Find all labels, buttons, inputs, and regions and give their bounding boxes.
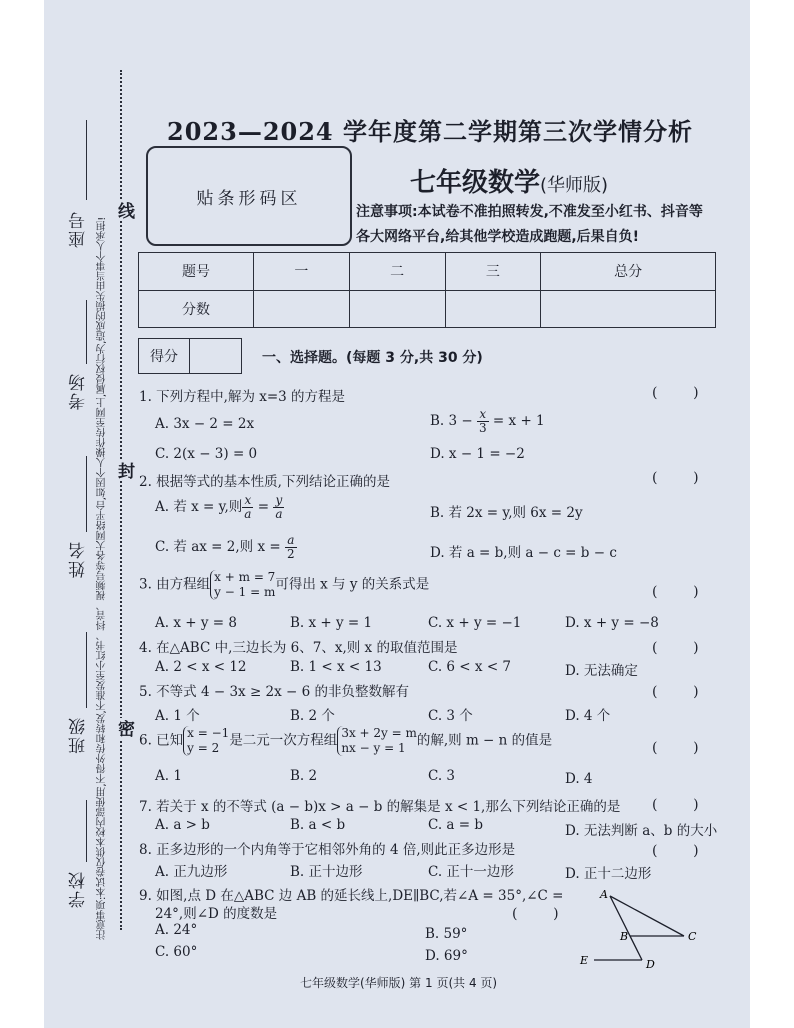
q6-option-b: B. 2: [290, 768, 318, 784]
score-table-header-row: [139, 253, 716, 291]
q2-a-fraction-1: [242, 494, 253, 521]
edition-label: (华师版): [540, 175, 609, 196]
q1-option-c: C. 2(x − 3) = 0: [155, 446, 258, 462]
q6-stem-text-end: 的解,则 m − n 的值是: [416, 732, 553, 749]
q1-b-text: B. 3 −: [430, 413, 477, 429]
page-footer: 七年级数学(华师版) 第 1 页(共 4 页): [300, 976, 498, 990]
answer-bracket[interactable]: ( ): [512, 906, 559, 922]
q6-system-eq2: nx − y = 1: [341, 741, 406, 755]
q2-c-numerator: a: [285, 534, 297, 548]
q9-option-d: D. 69°: [425, 948, 468, 964]
q4-option-c: C. 6 < x < 7: [428, 659, 512, 675]
point-label-c: C: [688, 930, 697, 943]
question-6-stem: [139, 726, 552, 756]
label-exam-room: 考场: [69, 372, 89, 410]
question-9-stem-line1: 9. 如图,点 D 在△ABC 边 AB 的延长线上,DE∥BC,若∠A = 35°,∠C =: [139, 888, 564, 904]
score-table-cell: 三: [445, 253, 541, 291]
question-5-stem: 5. 不等式 4 − 3x ≥ 2x − 6 的非负整数解有: [139, 684, 410, 700]
subject-name: 七年级数学: [410, 168, 541, 198]
q6-option-c: C. 3: [428, 768, 456, 784]
score-input-cell[interactable]: [349, 290, 445, 328]
answer-bracket[interactable]: ( ): [652, 584, 699, 600]
question-7-stem: 7. 若关于 x 的不等式 (a − b)x > a − b 的解集是 x < 1,那么下列结论正确的是: [139, 799, 621, 815]
q2-option-b: B. 若 2x = y,则 6x = 2y: [430, 505, 583, 521]
warning-notice: 注意事项:本试卷不准拍照转发,不准发至小红书、抖音等各大网络平台,给其他学校造成跑题,后果自负!: [356, 204, 703, 245]
q2-a-numerator-1: x: [242, 494, 253, 508]
label-name: 姓名: [69, 540, 89, 578]
score-table: [138, 252, 716, 328]
q3-system-eq2: y − 1 = m: [214, 585, 276, 599]
q1-option-d: D. x − 1 = −2: [430, 446, 525, 462]
q1-option-b: [430, 408, 545, 435]
score-input-cell[interactable]: [254, 290, 350, 328]
q6-option-a: A. 1: [155, 768, 182, 784]
q4-option-a: A. 2 < x < 12: [155, 659, 247, 675]
q6-solution-y: y = 2: [187, 741, 220, 755]
q1-b-fraction: [477, 408, 489, 435]
seal-line: 线: [112, 200, 137, 221]
q2-a-text: A. 若 x = y,则: [155, 499, 243, 515]
q2-a-numerator-2: y: [273, 494, 284, 508]
q8-option-d: D. 正十二边形: [565, 866, 652, 882]
q6-solution-system: [183, 726, 229, 756]
section-score-box: [138, 338, 242, 374]
label-school: 学校: [69, 870, 89, 908]
q2-option-a: [155, 494, 284, 521]
q5-option-c: C. 3 个: [428, 708, 473, 724]
q6-solution-x: x = −1: [187, 726, 230, 740]
q9-option-a: A. 24°: [155, 922, 198, 938]
point-label-e: E: [580, 954, 589, 967]
q3-option-d: D. x + y = −8: [565, 615, 659, 631]
q5-option-d: D. 4 个: [565, 708, 611, 724]
exam-room-line: [86, 300, 87, 364]
q2-c-fraction: [285, 534, 297, 561]
score-input-cell[interactable]: [445, 290, 541, 328]
name-line: [86, 456, 87, 532]
q6-equation-system: [337, 726, 417, 756]
point-label-a: A: [600, 888, 608, 901]
q7-option-d: D. 无法判断 a、b 的大小: [565, 823, 718, 839]
q3-system-eq1: x + m = 7: [214, 570, 276, 584]
answer-bracket[interactable]: ( ): [652, 385, 699, 401]
score-table-score-row: [139, 290, 716, 328]
binding-dotted-line: [120, 70, 122, 930]
q8-option-a: A. 正九边形: [155, 864, 228, 880]
subject-title: [410, 162, 608, 199]
score-table-cell: 题号: [139, 253, 254, 291]
q2-a-equals: =: [253, 499, 274, 515]
barcode-area: [146, 146, 352, 246]
q3-stem-text: 3. 由方程组: [139, 576, 211, 593]
point-label-b: B: [620, 930, 629, 943]
q2-c-denominator: 2: [286, 547, 295, 561]
q2-option-c: [155, 534, 297, 561]
point-label-d: D: [646, 958, 655, 970]
q7-option-a: A. a > b: [155, 817, 210, 833]
q6-stem-text: 6. 已知: [139, 732, 184, 749]
q1-option-a: A. 3x − 2 = 2x: [155, 416, 255, 432]
score-table-cell: 总分: [541, 253, 716, 291]
triangle-figure: [572, 886, 712, 970]
q6-system-eq1: 3x + 2y = m: [341, 726, 417, 740]
q4-option-d: D. 无法确定: [565, 663, 638, 679]
q2-a-denominator-1: a: [244, 507, 252, 521]
school-line: [86, 800, 87, 862]
question-2-stem: 2. 根据等式的基本性质,下列结论正确的是: [139, 474, 390, 490]
question-1-stem: 1. 下列方程中,解为 x=3 的方程是: [139, 389, 346, 405]
sidebar-notice: 注意事项:本试卷仅供本校内部使用,不得外传和转发,不准发至小红书、抖音、视频号等各大网络平台,如因个人操作传至网上,属侵权行为,造成的损失由当事个人承担!: [97, 216, 108, 940]
q6-option-d: D. 4: [565, 771, 593, 787]
q3-option-b: B. x + y = 1: [290, 615, 373, 631]
q2-a-denominator-2: a: [275, 507, 283, 521]
barcode-label: 贴条形码区: [196, 188, 302, 209]
class-line: [86, 632, 87, 708]
answer-bracket[interactable]: ( ): [652, 797, 699, 813]
q3-option-c: C. x + y = −1: [428, 615, 522, 631]
seat-number-line: [86, 120, 87, 200]
q2-c-text: C. 若 ax = 2,则 x =: [155, 539, 285, 555]
answer-bracket[interactable]: ( ): [652, 470, 699, 486]
answer-bracket[interactable]: ( ): [652, 740, 699, 756]
q1-b-text-end: = x + 1: [488, 413, 545, 429]
question-9-stem-line2: 24°,则∠D 的度数是: [155, 906, 278, 922]
q3-system: [210, 570, 275, 600]
section-score-input[interactable]: [190, 339, 241, 373]
question-4-stem: 4. 在△ABC 中,三边长为 6、7、x,则 x 的取值范围是: [139, 640, 458, 656]
q5-option-a: A. 1 个: [155, 708, 200, 724]
q2-option-d: D. 若 a = b,则 a − c = b − c: [430, 545, 617, 561]
seal-secret: 密: [112, 718, 137, 739]
section-score-label: 得分: [139, 339, 190, 373]
seal-seal: 封: [112, 460, 137, 481]
q7-option-b: B. a < b: [290, 817, 346, 833]
q1-b-numerator: x: [477, 408, 489, 422]
answer-bracket[interactable]: ( ): [652, 684, 699, 700]
q8-option-c: C. 正十一边形: [428, 864, 514, 880]
answer-bracket[interactable]: ( ): [652, 843, 699, 859]
answer-bracket[interactable]: ( ): [652, 640, 699, 656]
exam-title: 2023—2024 学年度第二学期第三次学情分析: [167, 117, 693, 146]
q4-option-b: B. 1 < x < 13: [290, 659, 382, 675]
score-table-cell: 二: [349, 253, 445, 291]
q5-option-b: B. 2 个: [290, 708, 335, 724]
section-title: 一、选择题。(每题 3 分,共 30 分): [262, 350, 483, 366]
score-table-cell: 分数: [139, 290, 254, 328]
score-table-cell: 一: [254, 253, 350, 291]
q2-a-fraction-2: [273, 494, 284, 521]
score-input-cell[interactable]: [541, 290, 716, 328]
segment-AD: [610, 896, 642, 960]
question-8-stem: 8. 正多边形的一个内角等于它相邻外角的 4 倍,则此正多边形是: [139, 842, 516, 858]
q8-option-b: B. 正十边形: [290, 864, 363, 880]
label-seat-number: 座号: [69, 210, 89, 248]
q9-option-c: C. 60°: [155, 944, 198, 960]
q7-option-c: C. a = b: [428, 817, 484, 833]
question-3-stem: [139, 570, 429, 600]
q3-option-a: A. x + y = 8: [155, 615, 237, 631]
q9-option-b: B. 59°: [425, 926, 468, 942]
q1-b-denominator: 3: [479, 421, 487, 435]
q3-stem-text-end: 可得出 x 与 y 的关系式是: [275, 576, 430, 593]
label-class: 班级: [69, 716, 89, 754]
q6-stem-text-mid: 是二元一次方程组: [229, 732, 338, 749]
